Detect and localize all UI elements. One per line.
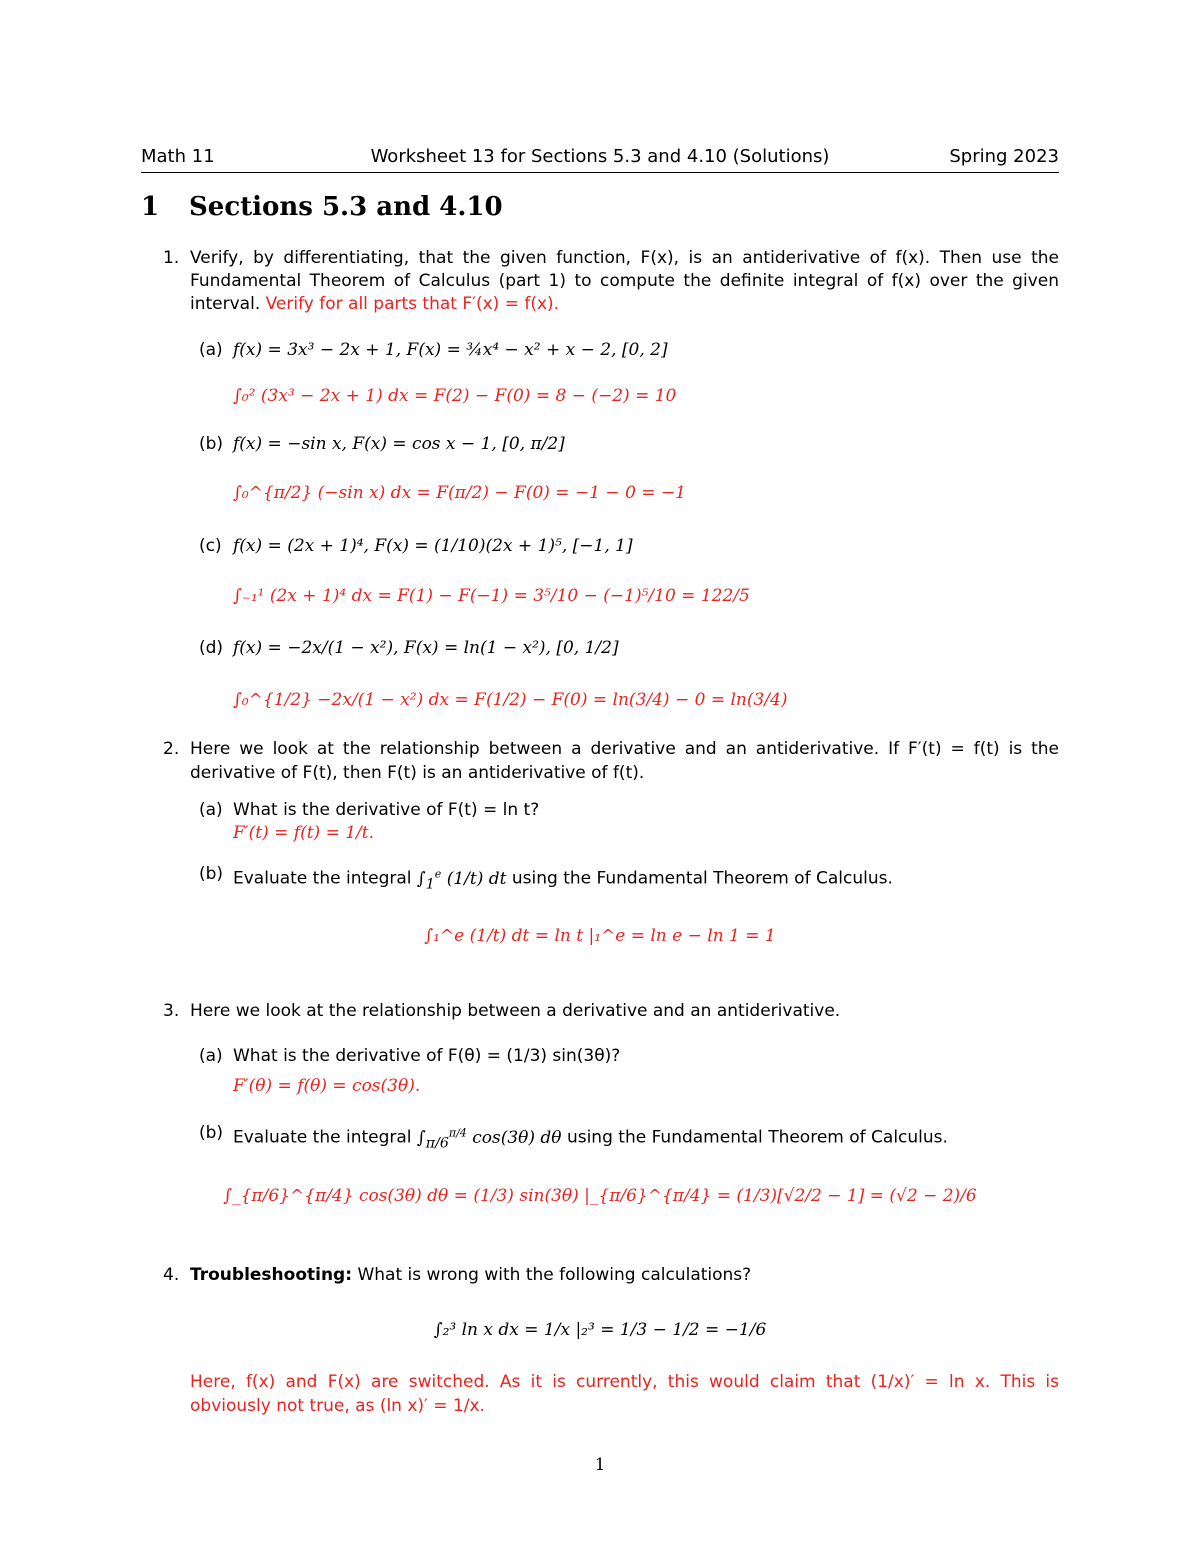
q1b-solution: ∫₀^{π/2} (−sin x) dx = F(π/2) − F(0) = −1 − 0 = −1 [233,483,686,503]
q4-calculation: ∫₂³ ln x dx = 1/x |₂³ = 1/3 − 1/2 = −1/6 [433,1320,767,1340]
section-heading [141,192,503,222]
q2-line1: Here we look at the relationship between a derivative and an antiderivative. If F′(t) = f(t) is the [190,739,1059,759]
q1b-problem: f(x) = −sin x, F(x) = cos x − 1, [0, π/2] [233,434,565,454]
q4-solution-line2: obviously not true, as (ln x)′ = 1/x. [190,1396,485,1416]
q3a-text: What is the derivative of F(θ) = (1/3) sin(3θ)? [233,1046,621,1066]
q3b-text [233,1121,948,1155]
page-number: 1 [594,1455,606,1475]
q1d-solution: ∫₀^{1/2} −2x/(1 − x²) dx = F(1/2) − F(0) = ln(3/4) − 0 = ln(3/4) [233,690,788,710]
q4-solution-line1: Here, f(x) and F(x) are switched. As it is currently, this would claim that (1/x)′ = ln x. This is [190,1372,1059,1392]
q4-label: 4. [163,1265,180,1285]
q3b-solution: ∫_{π/6}^{π/4} cos(3θ) dθ = (1/3) sin(3θ) |_{π/6}^{π/4} = (1/3)[√2/2 − 1] = (√2 − 2)/6 [223,1186,977,1206]
q4-heading: Troubleshooting: [190,1265,353,1285]
q1b-label: (b) [199,434,224,454]
q1a-problem: f(x) = 3x³ − 2x + 1, F(x) = ¾x⁴ − x² + x − 2, [0, 2] [233,340,668,360]
q2b-solution: ∫₁^e (1/t) dt = ln t |₁^e = ln e − ln 1 = 1 [424,926,776,946]
header-course: Math 11 [141,146,215,167]
q2b-text-pre: Evaluate the integral [233,868,412,889]
q3b-text-pre: Evaluate the integral [233,1127,412,1148]
q1-line3 [190,292,559,316]
q2a-solution: F′(t) = f(t) = 1/t. [233,823,375,843]
q3b-label: (b) [199,1123,224,1143]
header-title: Worksheet 13 for Sections 5.3 and 4.10 (Solutions) [370,146,830,167]
q1c-solution: ∫₋₁¹ (2x + 1)⁴ dx = F(1) − F(−1) = 3⁵/10 − (−1)⁵/10 = 122/5 [233,586,750,606]
q3a-label: (a) [199,1046,223,1066]
q3b-text-post: using the Fundamental Theorem of Calculus. [566,1127,948,1148]
q4-text: What is wrong with the following calculations? [357,1265,752,1285]
q3-line1: Here we look at the relationship between a derivative and an antiderivative. [190,1001,841,1021]
q2a-text: What is the derivative of F(t) = ln t? [233,800,540,820]
q1a-label: (a) [199,340,223,360]
q1-line2: Fundamental Theorem of Calculus (part 1) to compute the definite integral of f(x) over the given [190,271,1059,291]
q1d-label: (d) [199,638,224,658]
q2b-text-post: using the Fundamental Theorem of Calculus. [511,868,893,889]
q1d-problem: f(x) = −2x/(1 − x²), F(x) = ln(1 − x²), [0, 1/2] [233,638,619,658]
q2b-text [233,862,893,896]
q2b-integral: $\int_1^e$ (1/t) dt [416,867,507,893]
section-title: Sections 5.3 and 4.10 [189,192,503,222]
q2a-label: (a) [199,800,223,820]
q2-line2: derivative of F(t), then F(t) is an antiderivative of f(t). [190,763,645,783]
q3a-solution: F′(θ) = f(θ) = cos(3θ). [233,1076,421,1096]
q1-line3-text: interval. [190,294,261,314]
running-header [141,146,1059,173]
section-number: 1 [141,192,160,222]
q1-label: 1. [163,248,180,268]
q4-line [190,1263,751,1287]
q1c-problem: f(x) = (2x + 1)⁴, F(x) = (1/10)(2x + 1)⁵, [−1, 1] [233,536,633,556]
q3-label: 3. [163,1001,180,1021]
q1a-solution: ∫₀² (3x³ − 2x + 1) dx = F(2) − F(0) = 8 − (−2) = 10 [233,386,677,406]
q2-label: 2. [163,739,180,759]
q1-line1: Verify, by differentiating, that the given function, F(x), is an antiderivative of f(x). Then use the [190,248,1059,268]
header-term: Spring 2023 [949,146,1059,167]
q3b-integral: $\int_{\pi/6}^{\pi/4}$ cos(3θ) dθ [416,1126,562,1152]
q1-instruction: Verify for all parts that F′(x) = f(x). [265,294,560,314]
q2b-label: (b) [199,864,224,884]
q1c-label: (c) [199,536,222,556]
